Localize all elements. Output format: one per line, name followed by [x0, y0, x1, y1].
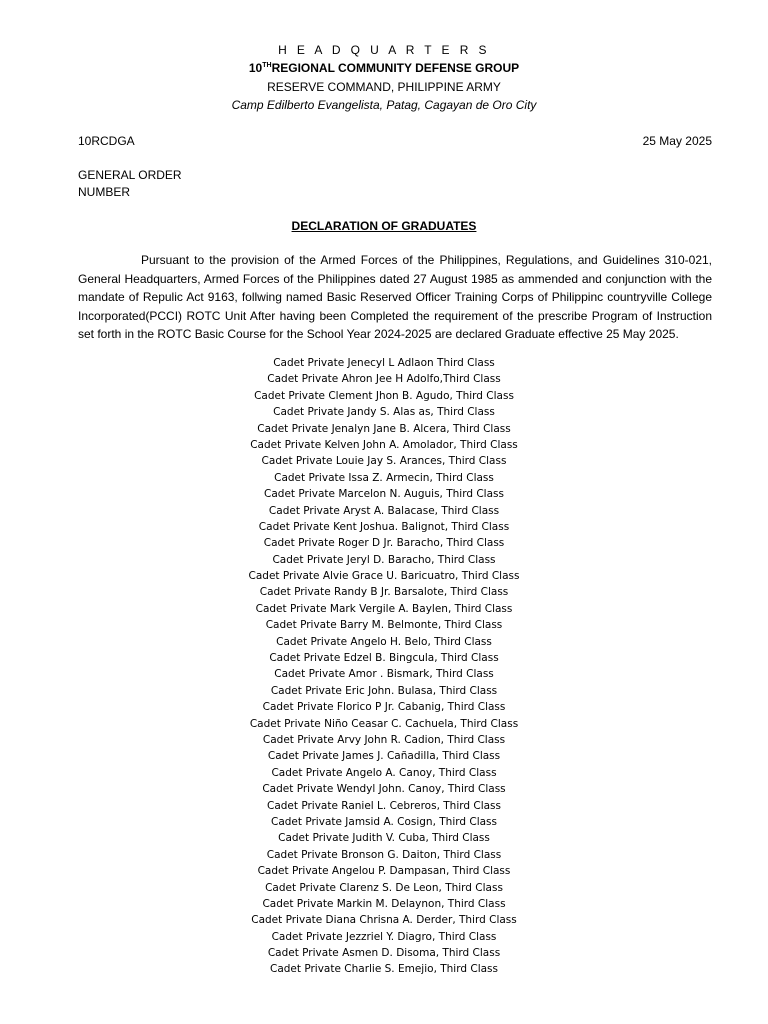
graduate-entry: Cadet Private Eric John. Bulasa, Third Class [270, 684, 498, 697]
unit-title: REGIONAL COMMUNITY DEFENSE GROUP [271, 61, 520, 75]
graduate-entry: Cadet Private Jenecyl L Adlaon Third Class [273, 357, 495, 369]
unit-ordinal-suffix: TH [262, 62, 272, 69]
camp-location: Camp Edilberto Evangelista, Patag, Cagayan de Oro City [231, 98, 537, 112]
graduate-entry: Cadet Private Kelven John A. Amolador, Third Class [250, 438, 518, 451]
graduate-entry: Cadet Private Amor . Bismark, Third Class [274, 668, 494, 681]
graduate-entry: Cadet Private Aryst A. Balacase, Third Class [268, 504, 500, 517]
graduate-entry: Cadet Private Alvie Grace U. Baricuatro, Third Class [248, 570, 520, 583]
general-order-label: GENERAL ORDER [78, 168, 182, 182]
graduate-entry: Cadet Private Judith V. Cuba, Third Class [278, 832, 490, 845]
unit-name [0, 59, 768, 78]
graduate-entry: Cadet Private Angelou P. Dampasan, Third Class [257, 865, 511, 878]
graduate-entry: Cadet Private Wendyl John. Canoy, Third Class [262, 783, 506, 796]
unit-number: 10 [248, 61, 263, 75]
graduate-entry: Cadet Private Jeryl D. Baracho, Third Class [272, 553, 496, 566]
graduate-entry: Cadet Private Jandy S. Alas as, Third Class [273, 406, 495, 419]
graduates-list [0, 355, 768, 978]
letterhead [0, 42, 768, 114]
graduate-entry: Cadet Private Edzel B. Bingcula, Third Class [269, 652, 499, 665]
graduate-entry: Cadet Private Charlie S. Emejio, Third Class [269, 963, 498, 976]
headquarters-heading: H E A D Q U A R T E R S [278, 43, 490, 57]
graduate-entry: Cadet Private Randy B Jr. Barsalote, Third Class [259, 586, 509, 599]
reference-code: 10RCDGA [78, 134, 135, 148]
graduate-entry: Cadet Private Markin M. Delaynon, Third Class [262, 897, 506, 910]
declaration-title: DECLARATION OF GRADUATES [291, 219, 477, 233]
graduate-entry: Cadet Private Asmen D. Disoma, Third Class [267, 947, 501, 960]
graduate-entry: Cadet Private Jenalyn Jane B. Alcera, Third Class [257, 422, 511, 435]
graduate-entry: Cadet Private Raniel L. Cebreros, Third Class [266, 799, 501, 812]
graduate-entry: Cadet Private Angelo A. Canoy, Third Class [271, 766, 497, 779]
graduate-entry: Cadet Private Diana Chrisna A. Derder, Third Class [251, 914, 517, 927]
reference-line [78, 133, 712, 149]
graduate-entry: Cadet Private Barry M. Belmonte, Third Class [265, 619, 503, 632]
graduate-entry: Cadet Private Arvy John R. Cadion, Third Class [262, 733, 506, 746]
graduate-entry: Cadet Private Kent Joshua. Balignot, Third Class [258, 520, 510, 533]
graduate-entry: Cadet Private Ahron Jee H Adolfo,Third Class [267, 373, 501, 386]
graduate-entry: Cadet Private Angelo H. Belo, Third Class [276, 635, 492, 648]
graduate-entry: Cadet Private Issa Z. Armecin, Third Class [274, 471, 494, 484]
graduate-entry: Cadet Private Bronson G. Daiton, Third Class [266, 848, 502, 861]
graduate-entry: Cadet Private Jezzriel Y. Diagro, Third Class [271, 930, 497, 943]
graduate-entry: Cadet Private Roger D Jr. Baracho, Third Class [263, 537, 505, 550]
graduate-entry: Cadet Private Jamsid A. Cosign, Third Class [271, 815, 497, 828]
general-order-block [78, 167, 182, 201]
document-date: 25 May 2025 [642, 134, 712, 148]
graduate-entry: Cadet Private Clement Jhon B. Agudo, Third Class [254, 389, 514, 402]
graduate-entry: Cadet Private Florico P Jr. Cabanig, Third Class [262, 701, 506, 714]
graduate-entry: Cadet Private Niño Ceasar C. Cachuela, Third Class [249, 717, 519, 730]
body-paragraph: Pursuant to the provision of the Armed Forces of the Philippines, Regulations, and Guidelines 310-021, General Headquarters, Armed Forces of the Philippines dated 27 August 1985 as ammended and conjunction with the mandate of Repulic Act 9163, follwing named Basic Reserved Officer Training Corps of Philippinc countryville College Incorporated(PCCI) ROTC Unit After having been Completed the requirement of the prescribe Program of Instruction set forth in the ROTC Basic Course for the School Year 2024-2025 are declared Graduate effective 25 May 2025. [78, 253, 712, 341]
command-name: RESERVE COMMAND, PHILIPPINE ARMY [267, 80, 501, 94]
graduate-entry: Cadet Private Clarenz S. De Leon, Third Class [265, 881, 503, 894]
graduate-entry: Cadet Private Mark Vergile A. Baylen, Third Class [255, 602, 513, 615]
graduate-entry: Cadet Private Marcelon N. Auguis, Third Class [264, 488, 504, 501]
graduate-entry: Cadet Private James J. Cañadilla, Third Class [267, 750, 501, 763]
general-order-number-label: NUMBER [78, 185, 131, 199]
graduate-entry: Cadet Private Louie Jay S. Arances, Third Class [261, 455, 507, 468]
